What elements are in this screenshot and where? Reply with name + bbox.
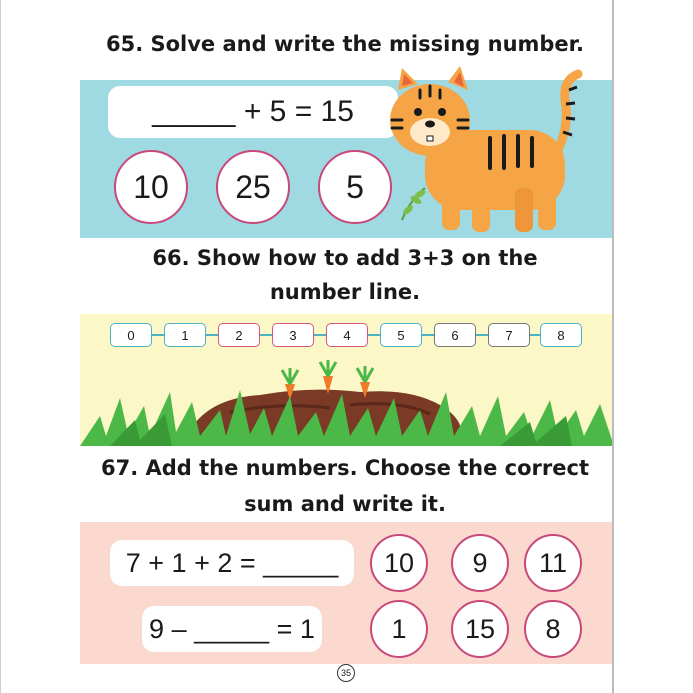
number-line-link xyxy=(314,334,326,336)
number-line-cell-3[interactable]: 3 xyxy=(272,323,314,347)
page-number: 35 xyxy=(337,664,355,682)
question-67-title-line1: 67. Add the numbers. Choose the correct xyxy=(100,456,589,480)
q65-choice-3[interactable]: 5 xyxy=(318,150,392,224)
number-line-cell-8[interactable]: 8 xyxy=(540,323,582,347)
q67-row2-choice-2[interactable]: 15 xyxy=(451,600,509,658)
number-line-cell-2[interactable]: 2 xyxy=(218,323,260,347)
question-65-equation: _____ + 5 = 15 xyxy=(108,86,398,138)
question-66-title-line1: 66. Show how to add 3+3 on the xyxy=(152,246,538,270)
q67-row1-choice-2[interactable]: 9 xyxy=(451,534,509,592)
number-line-cell-4[interactable]: 4 xyxy=(326,323,368,347)
q65-choice-1[interactable]: 10 xyxy=(114,150,188,224)
number-line-cell-1[interactable]: 1 xyxy=(164,323,206,347)
carrot-garden-illustration xyxy=(80,350,612,446)
question-65-title: 65. Solve and write the missing number. xyxy=(105,32,585,56)
number-line-link xyxy=(152,334,164,336)
number-line-cell-5[interactable]: 5 xyxy=(380,323,422,347)
page-right-edge xyxy=(612,0,614,693)
q67-row1-choice-3[interactable]: 11 xyxy=(524,534,582,592)
number-line-link xyxy=(368,334,380,336)
question-67-equation-1: 7 + 1 + 2 = _____ xyxy=(110,540,354,586)
number-line-cell-6[interactable]: 6 xyxy=(434,323,476,347)
question-67-equation-2: 9 – _____ = 1 xyxy=(142,606,322,652)
number-line-cell-0[interactable]: 0 xyxy=(110,323,152,347)
question-66-title-line2: number line. xyxy=(269,280,421,304)
q65-choice-2[interactable]: 25 xyxy=(216,150,290,224)
page-left-edge xyxy=(0,0,1,693)
number-line-link xyxy=(260,334,272,336)
question-67-title-line2: sum and write it. xyxy=(244,492,446,516)
q67-row2-choice-1[interactable]: 1 xyxy=(370,600,428,658)
number-line-cell-7[interactable]: 7 xyxy=(488,323,530,347)
number-line-link xyxy=(476,334,488,336)
number-line-link xyxy=(422,334,434,336)
q67-row2-choice-3[interactable]: 8 xyxy=(524,600,582,658)
tiger-illustration xyxy=(380,60,610,245)
q67-row1-choice-1[interactable]: 10 xyxy=(370,534,428,592)
number-line-link xyxy=(206,334,218,336)
